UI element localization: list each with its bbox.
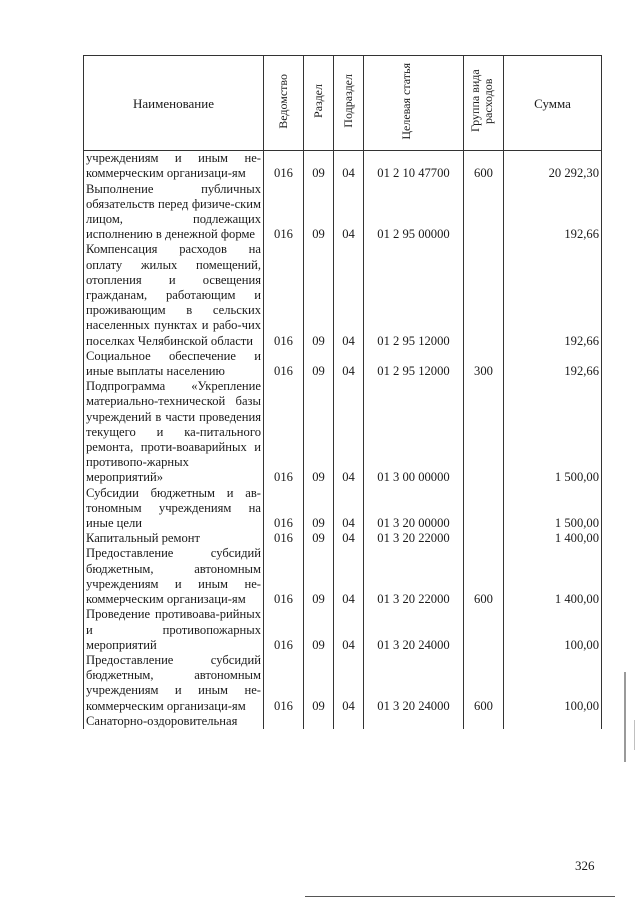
row-name: Компенсация расходов на оплату жилых помещений, отопления и освещения гражданам, работающим и проживающим в сельских населенных пунктах и рабо-чих поселках Челябинской области — [84, 242, 264, 348]
row-section — [304, 714, 334, 729]
row-subsection: 04 — [334, 379, 364, 485]
row-section: 09 — [304, 182, 334, 243]
row-subsection: 04 — [334, 546, 364, 607]
row-name: Подпрограмма «Укрепление материально-технической базы учреждений в части проведения текущего и ка-питального ремонта, проти-воаварийных и противопо-жарных мероприятий» — [84, 379, 264, 485]
row-name: учреждениям и иным не-коммерческим организаци-ям — [84, 151, 264, 182]
row-target: 01 2 95 00000 — [364, 182, 464, 243]
row-section: 09 — [304, 486, 334, 532]
table-row — [84, 546, 602, 607]
row-sum: 1 400,00 — [504, 546, 602, 607]
row-exp-group — [464, 531, 504, 546]
header-target: Целевая статья — [398, 62, 413, 140]
row-name: Санаторно-оздоровительная — [84, 714, 264, 729]
row-name: Проведение противоава-рийных и противопожарных мероприятий — [84, 607, 264, 653]
row-exp-group — [464, 242, 504, 348]
row-exp-group — [464, 714, 504, 729]
row-target: 01 2 95 12000 — [364, 242, 464, 348]
row-sum: 192,66 — [504, 242, 602, 348]
header-section-cell — [304, 56, 334, 151]
table-row — [84, 379, 602, 485]
row-sum: 1 500,00 — [504, 486, 602, 532]
row-target: 01 2 95 12000 — [364, 349, 464, 379]
row-target: 01 3 20 00000 — [364, 486, 464, 532]
row-sum: 20 292,30 — [504, 151, 602, 182]
row-name: Капитальный ремонт — [84, 531, 264, 546]
page-number: 326 — [575, 858, 595, 873]
row-target — [364, 714, 464, 729]
row-subsection: 04 — [334, 182, 364, 243]
header-sum: Сумма — [504, 56, 602, 151]
table-row — [84, 653, 602, 714]
row-dept: 016 — [264, 607, 304, 653]
row-sum: 100,00 — [504, 653, 602, 714]
bottom-rule — [305, 896, 615, 897]
row-subsection: 04 — [334, 653, 364, 714]
row-subsection: 04 — [334, 242, 364, 348]
row-dept: 016 — [264, 182, 304, 243]
header-section: Раздел — [311, 84, 325, 118]
table-row — [84, 151, 602, 182]
row-sum: 1 500,00 — [504, 379, 602, 485]
row-exp-group: 600 — [464, 653, 504, 714]
row-section: 09 — [304, 379, 334, 485]
row-exp-group — [464, 607, 504, 653]
row-dept — [264, 714, 304, 729]
table-header-row — [84, 56, 602, 151]
row-dept: 016 — [264, 531, 304, 546]
row-dept: 016 — [264, 379, 304, 485]
row-dept: 016 — [264, 242, 304, 348]
row-dept: 016 — [264, 653, 304, 714]
header-subsection: Подраздел — [341, 74, 355, 128]
row-target: 01 3 20 24000 — [364, 653, 464, 714]
row-section: 09 — [304, 151, 334, 182]
row-exp-group — [464, 486, 504, 532]
budget-table — [83, 55, 602, 729]
row-subsection — [334, 714, 364, 729]
table-row — [84, 531, 602, 546]
header-subsection-cell — [334, 56, 364, 151]
table-row — [84, 242, 602, 348]
row-sum: 1 400,00 — [504, 531, 602, 546]
row-section: 09 — [304, 607, 334, 653]
row-target: 01 3 20 24000 — [364, 607, 464, 653]
row-sum: 192,66 — [504, 349, 602, 379]
scan-edge-mark — [624, 672, 626, 762]
table-row — [84, 349, 602, 379]
row-target: 01 3 00 00000 — [364, 379, 464, 485]
header-dept: Ведомство — [276, 73, 290, 129]
row-target: 01 3 20 22000 — [364, 546, 464, 607]
header-dept-cell — [264, 56, 304, 151]
row-name: Социальное обеспечение и иные выплаты населению — [84, 349, 264, 379]
scan-edge-mark — [634, 720, 635, 750]
row-subsection: 04 — [334, 607, 364, 653]
table-body — [84, 151, 602, 729]
row-name: Выполнение публичных обязательств перед физиче-ским лицом, подлежащих исполнению в денежной форме — [84, 182, 264, 243]
row-section: 09 — [304, 653, 334, 714]
table-row — [84, 714, 602, 729]
row-exp-group — [464, 182, 504, 243]
row-target: 01 2 10 47700 — [364, 151, 464, 182]
row-exp-group — [464, 379, 504, 485]
row-dept: 016 — [264, 546, 304, 607]
table-row — [84, 607, 602, 653]
header-target-cell — [364, 56, 464, 151]
row-section: 09 — [304, 349, 334, 379]
row-dept: 016 — [264, 151, 304, 182]
row-sum: 192,66 — [504, 182, 602, 243]
row-section: 09 — [304, 242, 334, 348]
row-section: 09 — [304, 546, 334, 607]
row-section: 09 — [304, 531, 334, 546]
row-subsection: 04 — [334, 151, 364, 182]
row-dept: 016 — [264, 349, 304, 379]
table-row — [84, 486, 602, 532]
row-subsection: 04 — [334, 531, 364, 546]
row-dept: 016 — [264, 486, 304, 532]
row-target: 01 3 20 22000 — [364, 531, 464, 546]
row-exp-group: 300 — [464, 349, 504, 379]
header-group-cell — [464, 56, 504, 151]
header-name: Наименование — [84, 56, 264, 151]
row-subsection: 04 — [334, 349, 364, 379]
table-row — [84, 182, 602, 243]
row-sum — [504, 714, 602, 729]
row-name: Предоставление субсидий бюджетным, автономным учреждениям и иным не-коммерческим организаци-ям — [84, 546, 264, 607]
row-name: Предоставление субсидий бюджетным, автономным учреждениям и иным не-коммерческим организаци-ям — [84, 653, 264, 714]
row-sum: 100,00 — [504, 607, 602, 653]
row-subsection: 04 — [334, 486, 364, 532]
row-exp-group: 600 — [464, 546, 504, 607]
header-exp-group: Группа вида расходов — [467, 69, 495, 133]
row-exp-group: 600 — [464, 151, 504, 182]
row-name: Субсидии бюджетным и ав-тономным учреждениям на иные цели — [84, 486, 264, 532]
